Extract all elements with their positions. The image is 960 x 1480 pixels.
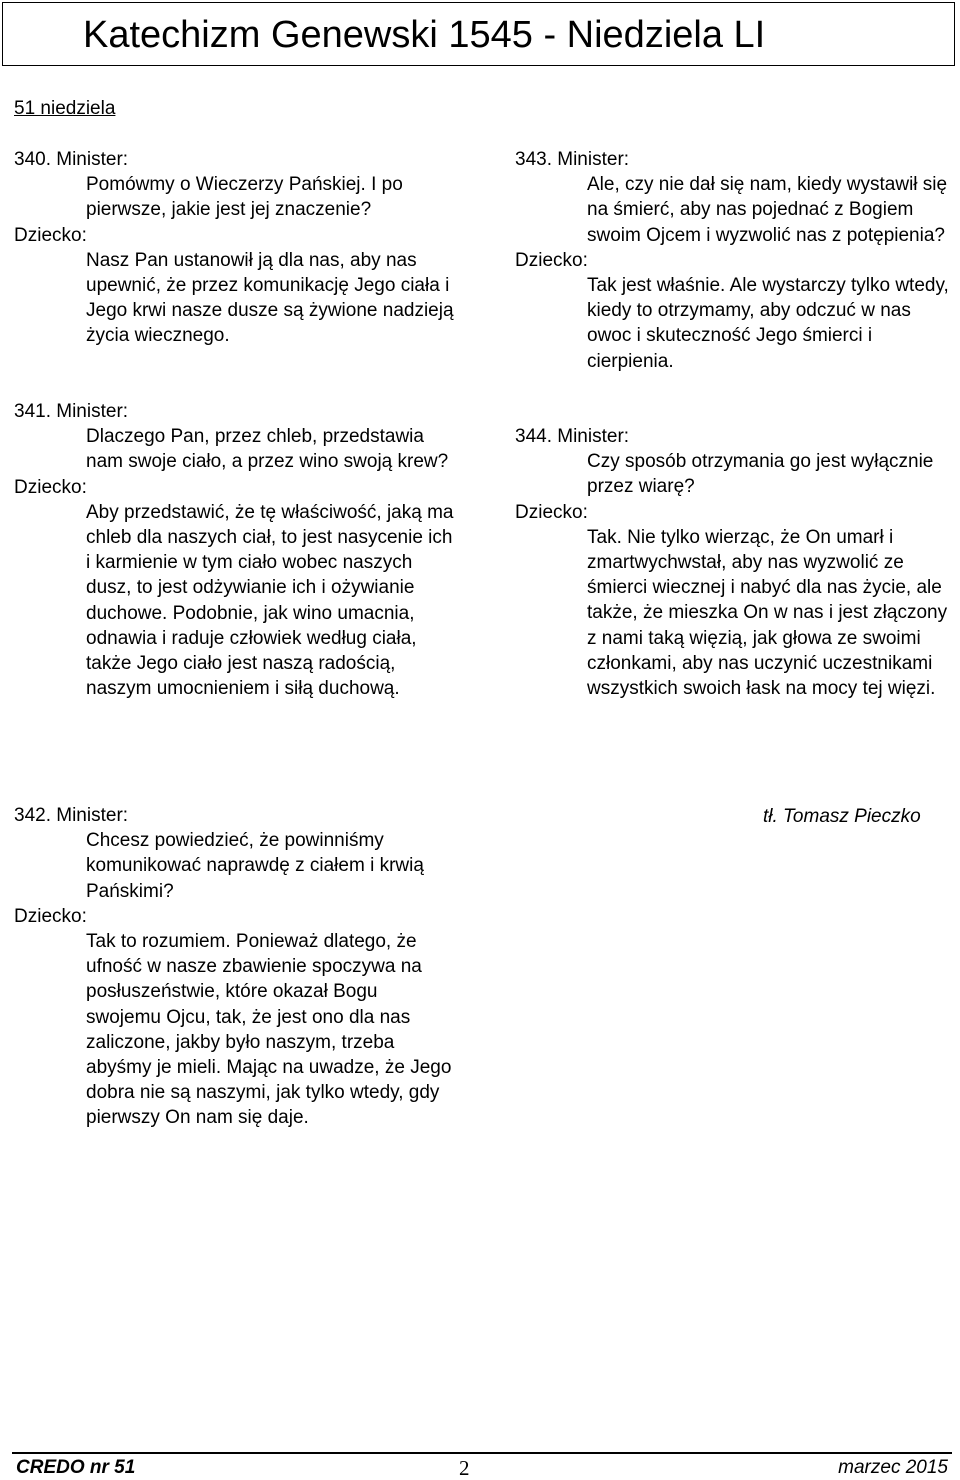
question-text: Chcesz powiedzieć, że powinniśmy komunikować naprawdę z ciałem i krwią Pańskimi? (86, 830, 424, 902)
question-number-label: 344. Minister: (515, 426, 630, 447)
page-title: Katechizm Genewski 1545 - Niedziela LI (83, 14, 766, 56)
footer-page-number: 2 (459, 1456, 470, 1480)
answer-text: Tak to rozumiem. Ponieważ dlatego, że ufność w nasze zbawienie spoczywa na posłuszeństwie, które okazał Bogu swojemu Ojcu, tak, że jest ono dla nas zaliczone, jakby było naszym, trzeba abyśmy je mieli. Mając na uwadze, że Jego dobra nie są naszymi, jak tylko wtedy, gdy pierwszy On nam się daje. (86, 931, 452, 1129)
translator-credit: tł. Tomasz Pieczko (763, 806, 921, 827)
answer-label: Dziecko: (14, 476, 87, 498)
question-number-label: 340. Minister: (14, 149, 129, 170)
question-text: Dlaczego Pan, przez chleb, przedstawia nam swoje ciało, a przez wino swoją krew? (86, 426, 449, 473)
answer-label: Dziecko: (14, 905, 87, 927)
question-number-label: 343. Minister: (515, 149, 630, 170)
footer-divider (12, 1452, 952, 1454)
question-text: Pomówmy o Wieczerzy Pańskiej. I po pierwsze, jakie jest jej znaczenie? (86, 174, 403, 221)
question-text: Czy sposób otrzymania go jest wyłącznie przez wiarę? (587, 451, 934, 498)
qa-342 (14, 803, 454, 1131)
answer-text: Nasz Pan ustanowił ją dla nas, aby nas upewnić, że przez komunikację Jego ciała i Jego krwi nasze dusze są żywione nadzieją życia wiecznego. (86, 249, 454, 347)
question-number-label: 341. Minister: (14, 401, 129, 422)
footer-date: marzec 2015 (838, 1457, 948, 1478)
qa-341 (14, 399, 454, 701)
footer-publication: CREDO nr 51 (16, 1457, 136, 1478)
title-box (2, 2, 955, 66)
answer-label: Dziecko: (515, 501, 588, 523)
answer-label: Dziecko: (515, 249, 588, 271)
answer-text: Tak jest właśnie. Ale wystarczy tylko wtedy, kiedy to otrzymamy, aby odczuć w nas owoc i skuteczność Jego śmierci i cierpienia. (587, 275, 949, 372)
answer-label: Dziecko: (14, 224, 87, 246)
qa-343 (515, 147, 955, 374)
answer-text: Tak. Nie tylko wierząc, że On umarł i zmartwychwstał, aby nas wyzwolić ze śmierci wiecznej i nabyć dla nas życie, ale także, że mieszka On w nas i jest złączony z nami taką więzią, jak głowa ze swoimi członkami, aby nas uczynić uczestnikami wszystkich swoich łask na mocy tej więzi. (587, 526, 948, 700)
qa-344 (515, 424, 955, 701)
week-label: 51 niedziela (14, 98, 116, 119)
question-number-label: 342. Minister: (14, 805, 129, 826)
answer-text: Aby przedstawić, że tę właściwość, jaką ma chleb dla naszych ciał, to jest nasycenie ich i karmienie w tym ciało wobec naszych dusz, to jest odżywianie ich i ożywianie duchowe. Podobnie, jak wino umacnia, odnawia i raduje człowiek według ciała, także Jego ciało jest naszą radością, naszym umocnieniem i siłą duchową. (86, 501, 454, 700)
question-text: Ale, czy nie dał się nam, kiedy wystawił się na śmierć, aby nas pojednać z Bogiem swoim Ojcem i wyzwolić nas z potępienia? (587, 174, 948, 246)
qa-340 (14, 147, 454, 349)
